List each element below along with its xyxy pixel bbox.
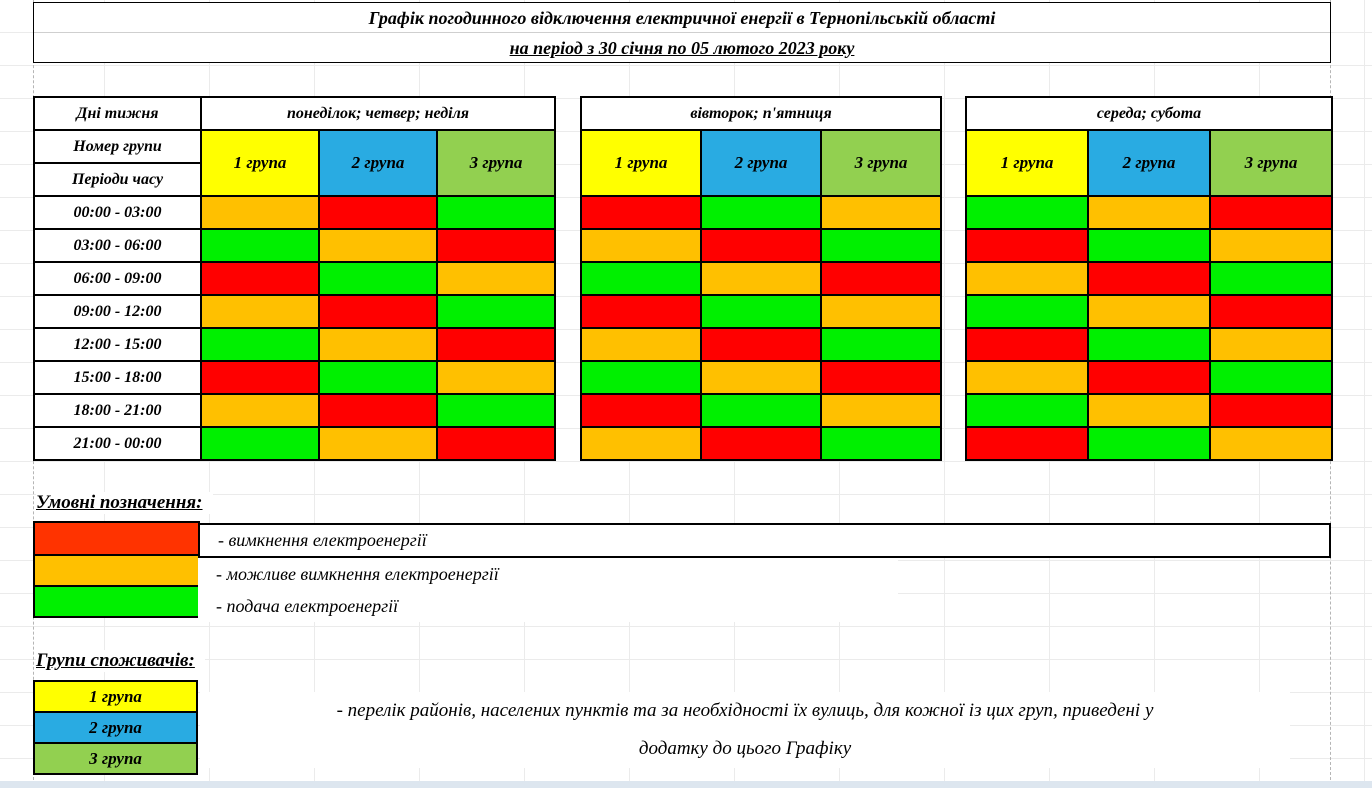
time-label: 06:00 - 09:00 (34, 262, 201, 295)
group-box-2: 2 група (33, 711, 198, 744)
schedule-cell-green (966, 394, 1088, 427)
gap-column (941, 262, 966, 295)
schedule-cell-red (966, 328, 1088, 361)
schedule-cell-orange (319, 229, 437, 262)
schedule-cell-green (437, 394, 555, 427)
schedule-cell-orange (1210, 328, 1332, 361)
schedule-cell-green (966, 196, 1088, 229)
schedule-cell-red (581, 394, 701, 427)
schedule-cell-orange (201, 196, 319, 229)
legend-swatches (33, 523, 200, 618)
group-header: 1 група (966, 130, 1088, 196)
gap-column (555, 97, 581, 130)
schedule-cell-green (1210, 262, 1332, 295)
gap-column (555, 427, 581, 460)
group-header: 3 група (437, 130, 555, 196)
day-header: вівторок; п'ятниця (581, 97, 941, 130)
gap-column (555, 295, 581, 328)
schedule-cell-green (319, 361, 437, 394)
gap-column (555, 361, 581, 394)
schedule-cell-green (581, 262, 701, 295)
schedule-cell-red (821, 262, 941, 295)
time-label: 03:00 - 06:00 (34, 229, 201, 262)
group-box-3: 3 група (33, 742, 198, 775)
legend-item-off-box (198, 523, 1331, 558)
schedule-cell-green (201, 427, 319, 460)
gap-column (941, 361, 966, 394)
note-line-2: додатку до цього Графіку (638, 738, 852, 759)
schedule-cell-orange (319, 427, 437, 460)
period-label: Періоди часу (34, 163, 201, 196)
schedule-cell-red (1088, 361, 1210, 394)
schedule-cell-red (581, 196, 701, 229)
gap-column (941, 196, 966, 229)
schedule-cell-red (701, 427, 821, 460)
day-header: середа; субота (966, 97, 1332, 130)
gap-column (941, 394, 966, 427)
schedule-cell-orange (701, 361, 821, 394)
schedule-cell-orange (821, 196, 941, 229)
note-text (200, 692, 1290, 768)
schedule-cell-orange (1210, 427, 1332, 460)
schedule-cell-orange (201, 394, 319, 427)
schedule-cell-orange (1088, 295, 1210, 328)
schedule-cell-red (1210, 196, 1332, 229)
schedule-cell-green (1088, 229, 1210, 262)
group-header: 2 група (1088, 130, 1210, 196)
legend-title: Умовні позначення: (36, 492, 213, 514)
schedule-cell-orange (581, 229, 701, 262)
time-label: 09:00 - 12:00 (34, 295, 201, 328)
schedule-cell-red (437, 229, 555, 262)
days-label: Дні тижня (34, 97, 201, 130)
group-number-label: Номер групи (34, 130, 201, 163)
schedule-cell-red (581, 295, 701, 328)
schedule-cell-green (201, 328, 319, 361)
gap-column (555, 229, 581, 262)
schedule-cell-orange (966, 361, 1088, 394)
schedule-cell-red (437, 427, 555, 460)
schedule-cell-green (437, 295, 555, 328)
group-header: 1 група (581, 130, 701, 196)
schedule-cell-green (1088, 427, 1210, 460)
group-box-1: 1 група (33, 680, 198, 713)
schedule-cell-green (701, 196, 821, 229)
schedule-cell-red (201, 262, 319, 295)
schedule-cell-red (701, 328, 821, 361)
schedule-cell-green (701, 394, 821, 427)
schedule-cell-red (319, 196, 437, 229)
gap-column (555, 262, 581, 295)
schedule-cell-orange (581, 427, 701, 460)
schedule-cell-green (966, 295, 1088, 328)
legend-item-on-label: - подача електроенергії (198, 590, 898, 622)
gap-column (555, 196, 581, 229)
time-label: 18:00 - 21:00 (34, 394, 201, 427)
schedule-cell-orange (701, 262, 821, 295)
gap-column (941, 229, 966, 262)
schedule-cell-green (1210, 361, 1332, 394)
schedule-cell-red (701, 229, 821, 262)
schedule-cell-red (821, 361, 941, 394)
schedule-cell-red (437, 328, 555, 361)
title-box (33, 2, 1331, 63)
schedule-cell-green (319, 262, 437, 295)
schedule-cell-red (319, 394, 437, 427)
schedule-cell-orange (319, 328, 437, 361)
schedule-cell-red (319, 295, 437, 328)
schedule-cell-green (821, 427, 941, 460)
time-label: 21:00 - 00:00 (34, 427, 201, 460)
schedule-cell-orange (821, 295, 941, 328)
schedule-cell-orange (821, 394, 941, 427)
schedule-cell-orange (437, 262, 555, 295)
legend-swatch-possible-off (33, 554, 200, 587)
schedule-cell-red (966, 427, 1088, 460)
legend-item-possible-off (198, 558, 898, 590)
legend-item-off-label: - вимкнення електроенергії (200, 525, 1329, 556)
day-header: понеділок; четвер; неділя (201, 97, 555, 130)
time-label: 12:00 - 15:00 (34, 328, 201, 361)
schedule-cell-green (821, 229, 941, 262)
schedule-cell-red (966, 229, 1088, 262)
legend-item-possible-off-label: - можливе вимкнення електроенергії (198, 558, 898, 590)
schedule-cell-orange (437, 361, 555, 394)
note-line-1: - перелік районів, населених пунктів та за необхідності їх вулиць, для кожної із цих груп, приведені у (336, 700, 1154, 721)
schedule-cell-green (581, 361, 701, 394)
legend-swatch-off (33, 521, 200, 556)
bottom-strip (0, 781, 1372, 788)
group-header: 1 група (201, 130, 319, 196)
gap-column (941, 295, 966, 328)
page-subtitle-text: на період з 30 січня по 05 лютого 2023 року (509, 38, 855, 58)
gap-column (555, 394, 581, 427)
consumer-group-boxes (33, 682, 198, 775)
gap-column (941, 427, 966, 460)
schedule-cell-green (821, 328, 941, 361)
schedule-table (33, 96, 1333, 461)
gap-column (941, 328, 966, 361)
time-label: 00:00 - 03:00 (34, 196, 201, 229)
schedule-cell-orange (1210, 229, 1332, 262)
group-header: 2 група (701, 130, 821, 196)
legend-swatch-on (33, 585, 200, 618)
schedule-cell-orange (966, 262, 1088, 295)
schedule-cell-orange (1088, 394, 1210, 427)
schedule-cell-red (1210, 394, 1332, 427)
page-title: Графік погодинного відключення електричної енергії в Тернопільській області (34, 3, 1330, 33)
legend-item-on (198, 590, 898, 622)
gap-column (555, 130, 581, 196)
group-header: 2 група (319, 130, 437, 196)
group-header: 3 група (1210, 130, 1332, 196)
gap-column (555, 328, 581, 361)
schedule-cell-orange (581, 328, 701, 361)
schedule-cell-orange (1088, 196, 1210, 229)
schedule-cell-red (1088, 262, 1210, 295)
page-subtitle (34, 33, 1330, 63)
schedule-cell-green (1088, 328, 1210, 361)
schedule-cell-green (701, 295, 821, 328)
schedule-cell-orange (201, 295, 319, 328)
schedule-cell-green (437, 196, 555, 229)
schedule-cell-red (201, 361, 319, 394)
schedule-cell-red (1210, 295, 1332, 328)
gap-column (941, 97, 966, 130)
consumer-groups-title: Групи споживачів: (36, 650, 205, 672)
gap-column (941, 130, 966, 196)
time-label: 15:00 - 18:00 (34, 361, 201, 394)
schedule-cell-green (201, 229, 319, 262)
group-header: 3 група (821, 130, 941, 196)
